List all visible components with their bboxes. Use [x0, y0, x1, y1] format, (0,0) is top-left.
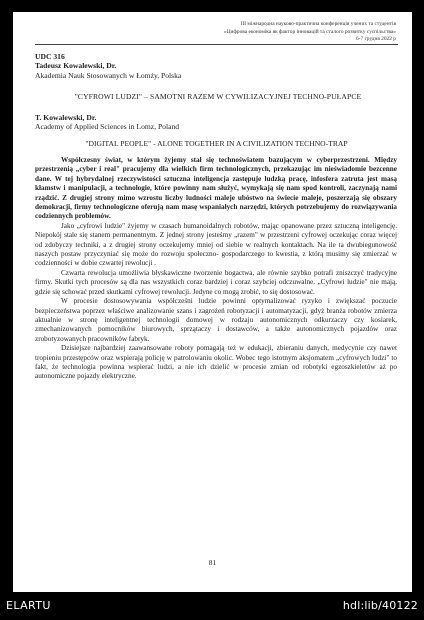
- affiliation-en: Academy of Applied Sciences in Lomz, Poland: [35, 122, 180, 132]
- conference-header-line2: «Цифрова економіка як фактор інновацій та сталого розвитку суспільства»: [223, 28, 396, 35]
- conference-header-date: 6-7 грудня 2022 р: [355, 36, 396, 43]
- title-en: "DIGITAL PEOPLE" - ALONE TOGETHER IN A CIVILIZATION TECHNO-TRAP: [85, 139, 348, 148]
- handle-identifier[interactable]: hdl:lib/40122: [342, 599, 418, 612]
- document-page: [13, 12, 412, 592]
- author-name-pl: Tadeusz Kowalewski, Dr.: [35, 61, 117, 71]
- abstract-paragraph: Współczesny świat, w którym żyjemy stał się technoświatem bazującym w cyberprzestrzeni. Między przestrzenią „cyber i real" pracujemy dla wielkich firm technologicznych, przekazując im nieświadomie bezcenne dane. W tej hybrydalnej rzeczywistości sztuczna inteligencja zastępuje ludzką pracę, infosfera zatruta jest masą kłamstw i manipulacji, a technologie, które powinny nam służyć, wymykają się nam spod kontroli, zaczynają nami rządzić. Z drugiej strony mimo wzrostu liczby ludności maleje ubóstwo na świecie maleje, poszerzają się obszary demokracji, firmy technologiczne oferują nam masę wspaniałych narzędzi, których potrzebujemy do rozwiązywania codziennych problemów.: [35, 156, 397, 221]
- title-pl: "CYFROWI LUDZI" – SAMOTNI RAZEM W CYWILIZACYJNEJ TECHNO-PUŁAPCE: [74, 92, 362, 101]
- page-number: 81: [208, 558, 217, 567]
- article-body: [35, 156, 397, 382]
- repository-brand[interactable]: ELARTU: [6, 599, 51, 612]
- conference-header: [106, 21, 396, 44]
- udc-code: UDC 316: [35, 52, 65, 61]
- body-paragraph: Dzisiejsze najbardziej zaawansowane roboty pomagają też w edukacji, zbieraniu danych, medycynie czy nawet tropieniu przestępców oraz wspierają policję w patrolowaniu okolic. Wobec tego istotnym aksjomatem „cyfrowych ludzi" to fakt, że technologia powinna wspierać ludzi, a nie ich dzielić w procesie zmian od robotyki egzoszkieletów aż po autonomiczne pojazdy elektryczne.: [35, 344, 397, 381]
- body-paragraph: W procesie dostosowywania współcześni ludzie powinni optymalizować ryzyko i zwiększać poczucie bezpieczeństwa poprzez właściwe analizowanie szans i zagrożeń robotyzacji i automatyzacji, gdyż branża robotów zmierza aktualnie w stronę inteligentnej technologii domowej w rodzaju autonomicznych odkurzaczy czy kosiarek, zmechanizowanych pomocników biurowych, sprzątaczy i dostawców, a także autonomicznych pojazdów oraz zrobotyzowanych pracowników fabryk.: [35, 297, 397, 343]
- viewer-footer-bar: [0, 594, 424, 620]
- author-block-pl: [35, 52, 395, 80]
- author-block-en: [35, 113, 395, 132]
- header-rule: [35, 44, 398, 45]
- conference-header-line1: ІІІ міжнародна науково-практична конференція учених та студентів: [240, 21, 396, 27]
- body-paragraph: Czwarta rewolucja umożliwia błyskawiczne tworzenie bogactwa, ale równie szybko potrafi zniszczyć tradycyjne firmy. Skutki tych procesów są dla nas wszystkich coraz bardziej i coraz szybciej odczuwalne. „Cyfrowi ludzie" nie mają, gdzie się schować przed skutkami cyfrowej rewolucji. Jedyne co mogą zrobić, to się dostosować.: [35, 268, 397, 296]
- author-name-en: T. Kowalewski, Dr.: [35, 113, 97, 122]
- body-paragraph: Jako „cyfrowi ludzie" żyjemy w czasach humanoidalnych robotów, mając opanowane przez sztuczną inteligencję. Niepokój stale się stanem permanentnym. Z jednej strony jesteśmy „razem" w przestrzeni cyfrowej oczekując coraz więcej od zdobyczy techniki, a z drugiej strony oczekujemy mniej od siebie w realnych kontaktach. Na ile ta dwubiegunowość naszych postaw przyczyniać się może do rozwoju społeczno- gospodarczego to kwestia, z którą musimy się zmierzać w codzienności w dobie czwartej rewolucji .: [35, 221, 397, 268]
- affiliation-pl: Akademia Nauk Stosowanych w Łomży, Polska: [35, 70, 182, 80]
